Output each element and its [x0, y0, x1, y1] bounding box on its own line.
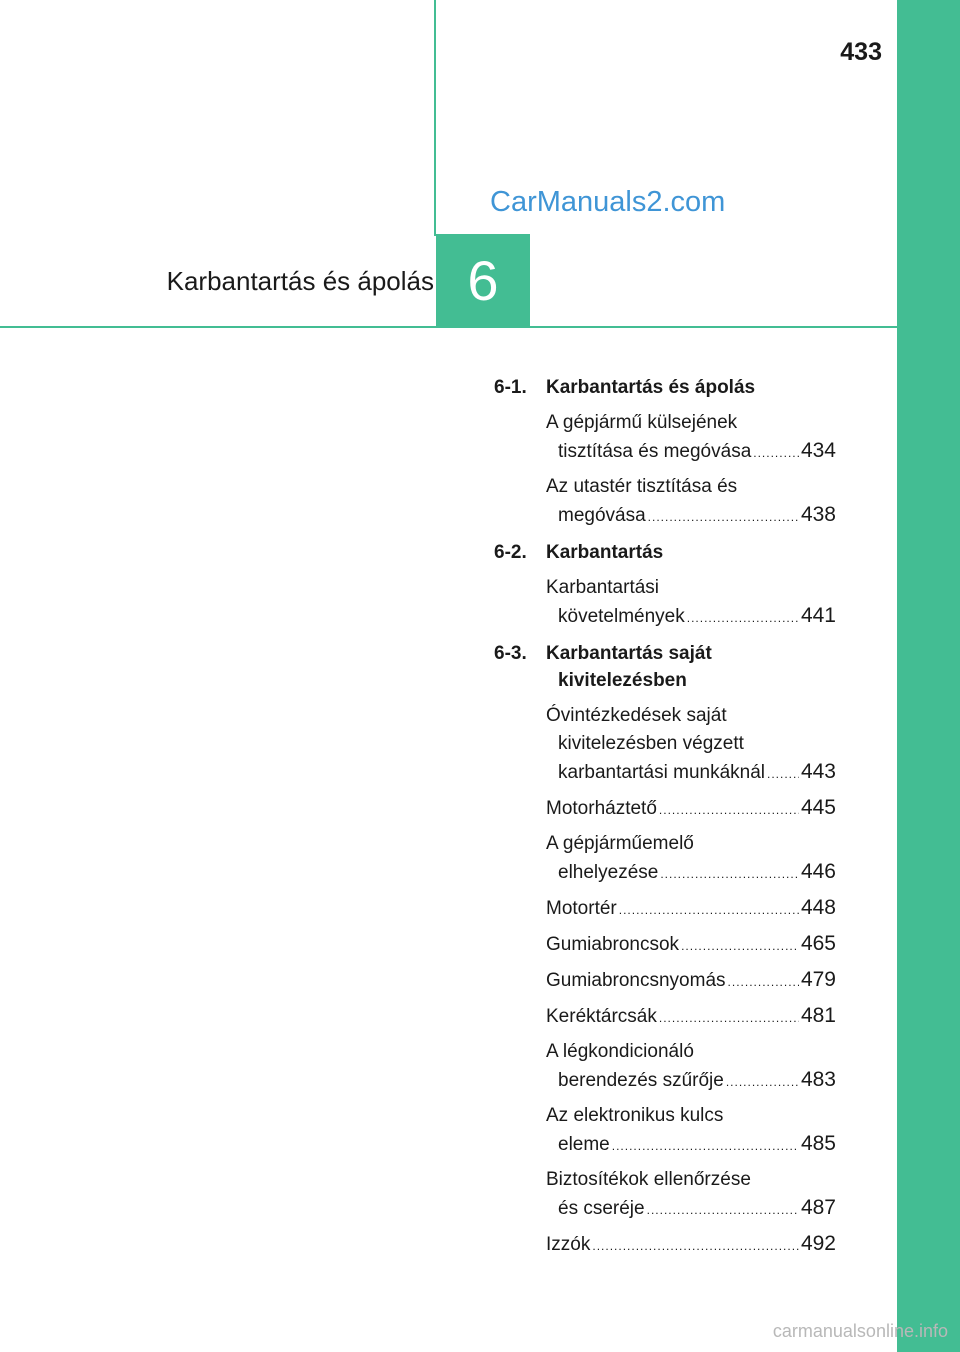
entry-page-number: 445	[800, 796, 836, 819]
dot-leader	[687, 604, 799, 632]
entry-title-line: megóvása	[558, 505, 646, 526]
toc-entry[interactable]	[494, 1038, 836, 1096]
toc-entry[interactable]	[494, 409, 836, 467]
toc-entry[interactable]	[494, 702, 836, 788]
entry-page-number: 443	[800, 760, 836, 783]
entry-title-line: Motorháztető	[546, 798, 657, 819]
vertical-rule	[434, 0, 436, 236]
toc-entry[interactable]	[494, 830, 836, 888]
chapter-number: 6	[467, 249, 499, 312]
entry-title-line: és cseréje	[558, 1198, 645, 1219]
entry-title-line: Gumiabroncsnyomás	[546, 970, 726, 991]
entry-title-line: Az utastér tisztítása és	[546, 476, 738, 497]
entry-title-line: Óvintézkedések saját	[546, 705, 727, 726]
dot-leader	[612, 1132, 799, 1160]
entry-title-line: Az elektronikus kulcs	[546, 1105, 724, 1126]
chapter-title: Karbantartás és ápolás	[166, 266, 434, 296]
toc-entry[interactable]	[494, 966, 836, 996]
entry-page-number: 483	[800, 1068, 836, 1091]
toc-entry[interactable]	[494, 1166, 836, 1224]
section-title: Karbantartás és ápolás	[546, 377, 756, 398]
entry-title-line: A gépjárműemelő	[546, 833, 694, 854]
entry-title-line: A légkondicionáló	[546, 1041, 694, 1062]
toc-entry[interactable]	[494, 1230, 836, 1260]
entry-page-number: 492	[800, 1232, 836, 1255]
entry-page-number: 465	[800, 932, 836, 955]
entry-title-line: Motortér	[546, 898, 617, 919]
entry-page-number: 448	[800, 896, 836, 919]
entry-title-line: berendezés szűrője	[558, 1070, 724, 1091]
entry-title-line: Gumiabroncsok	[546, 934, 680, 955]
toc-section-6-2[interactable]	[494, 539, 836, 566]
toc-section-6-1[interactable]	[494, 374, 836, 401]
entry-page-number: 485	[800, 1132, 836, 1155]
entry-title-line: tisztítása és megóvása	[558, 441, 752, 462]
watermark-logo: CarManuals2.com	[490, 186, 726, 218]
toc-entry[interactable]	[494, 930, 836, 960]
dot-leader	[659, 1004, 799, 1032]
dot-leader	[728, 968, 799, 996]
section-number: 6-1.	[494, 377, 527, 398]
toc-entry[interactable]	[494, 794, 836, 824]
dot-leader	[592, 1232, 799, 1260]
entry-page-number: 441	[800, 604, 836, 627]
chapter-side-tab	[897, 0, 960, 1352]
section-number: 6-3.	[494, 643, 527, 664]
entry-page-number: 446	[800, 860, 836, 883]
chapter-number-box	[436, 234, 530, 328]
section-title-line2: kivitelezésben	[558, 670, 687, 691]
footer-watermark: carmanualsonline.info	[772, 1321, 948, 1341]
entry-title-line: karbantartási munkáknál	[558, 762, 765, 783]
section-title: Karbantartás	[546, 542, 664, 563]
dot-leader	[647, 1196, 799, 1224]
entry-title-line: Izzók	[546, 1234, 591, 1255]
dot-leader	[767, 760, 799, 788]
section-title: Karbantartás saját	[546, 643, 712, 664]
entry-title-line: elhelyezése	[558, 862, 659, 883]
entry-title-line: Karbantartási	[546, 577, 660, 598]
entry-title-line: követelmények	[558, 606, 685, 627]
toc-entry[interactable]	[494, 473, 836, 531]
page-number: 433	[840, 38, 882, 66]
section-number: 6-2.	[494, 542, 527, 563]
entry-page-number: 481	[800, 1004, 836, 1027]
entry-page-number: 438	[800, 503, 836, 526]
entry-title-line: kivitelezésben végzett	[558, 733, 744, 754]
toc-section-6-3[interactable]	[494, 640, 836, 694]
entry-page-number: 434	[800, 439, 836, 462]
dot-leader	[660, 860, 799, 888]
entry-title-line: Keréktárcsák	[546, 1006, 657, 1027]
toc-entry[interactable]	[494, 574, 836, 632]
dot-leader	[753, 439, 799, 467]
toc-entry[interactable]	[494, 1102, 836, 1160]
dot-leader	[619, 896, 799, 924]
entry-page-number: 487	[800, 1196, 836, 1219]
dot-leader	[681, 932, 799, 960]
toc-entry[interactable]	[494, 894, 836, 924]
dot-leader	[726, 1068, 799, 1096]
dot-leader	[648, 503, 799, 531]
toc-entry[interactable]	[494, 1002, 836, 1032]
entry-title-line: Biztosítékok ellenőrzése	[546, 1169, 751, 1190]
entry-title-line: eleme	[558, 1134, 610, 1155]
entry-page-number: 479	[800, 968, 836, 991]
entry-title-line: A gépjármű külsejének	[546, 412, 738, 433]
dot-leader	[659, 796, 799, 824]
table-of-contents	[494, 374, 836, 1260]
